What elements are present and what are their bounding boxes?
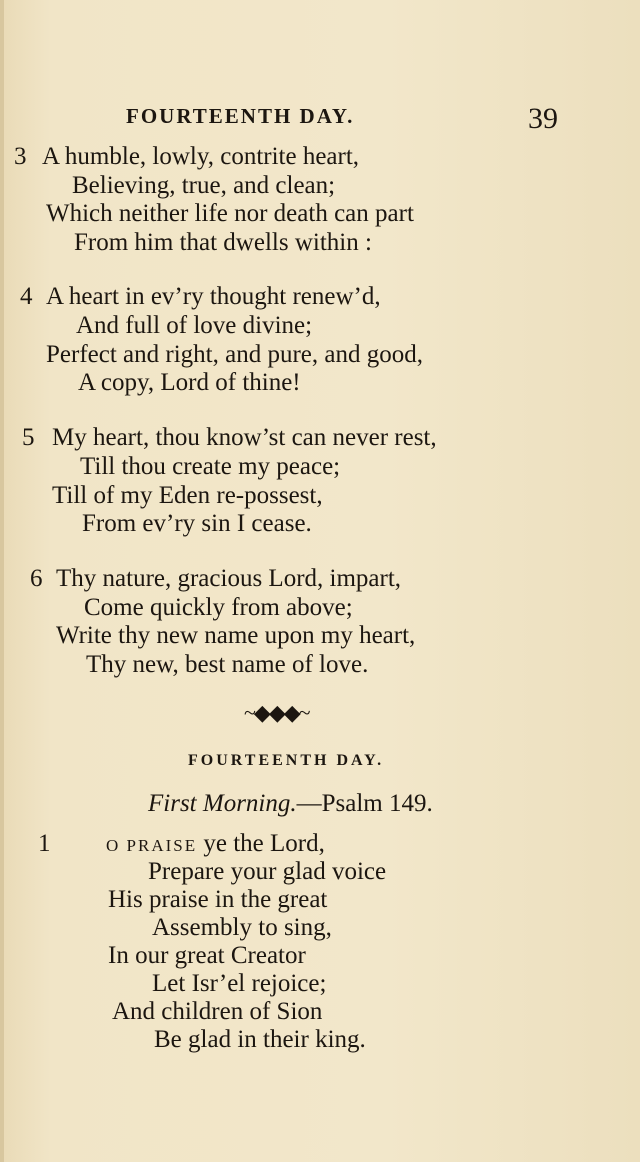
verse-line: Thy nature, gracious Lord, impart, — [56, 565, 402, 592]
stanza-number: 3 — [14, 143, 27, 170]
psalm-title-rest: —Psalm 149. — [296, 790, 433, 817]
verse-line: Let Isr’el rejoice; — [152, 970, 327, 997]
verse-line: Come quickly from above; — [84, 594, 353, 621]
verse-line: Which neither life nor death can part — [46, 200, 414, 227]
verse-line: Thy new, best name of love. — [86, 651, 369, 678]
first-line-rest: ye the Lord, — [197, 830, 325, 857]
verse-line: Believing, true, and clean; — [72, 172, 336, 199]
section-heading: FOURTEENTH DAY. — [188, 752, 385, 769]
psalm-title-italic: First Morning. — [148, 790, 297, 817]
verse-line: My heart, thou know’st can never rest, — [52, 424, 437, 451]
page-number: 39 — [528, 102, 558, 135]
stanza-number: 6 — [30, 565, 43, 592]
verse-line: A heart in ev’ry thought renew’d, — [46, 283, 381, 310]
verse-line: A copy, Lord of thine! — [78, 369, 301, 396]
verse-line: Assembly to sing, — [152, 914, 332, 941]
verse-line: From him that dwells within : — [74, 229, 372, 256]
psalm-title — [148, 790, 433, 818]
stanza-number: 4 — [20, 283, 33, 310]
verse-line: Be glad in their king. — [154, 1026, 366, 1053]
verse-line: His praise in the great — [108, 886, 328, 913]
verse-line: Prepare your glad voice — [148, 858, 387, 885]
verse-line: And children of Sion — [112, 998, 323, 1025]
verse-line: Till thou create my peace; — [80, 453, 341, 480]
verse-line: Write thy new name upon my heart, — [56, 622, 416, 649]
printer-ornament: ~◆◆◆~ — [244, 700, 309, 725]
verse-line: A humble, lowly, contrite heart, — [42, 143, 360, 170]
running-head: FOURTEENTH DAY. — [126, 104, 355, 128]
verse-number: 1 — [38, 830, 51, 857]
verse-line — [106, 830, 325, 858]
verse-line: Perfect and right, and pure, and good, — [46, 341, 423, 368]
verse-line: Till of my Eden re-possest, — [52, 482, 323, 509]
drop-word: O PRAISE — [106, 836, 198, 855]
verse-line: From ev’ry sin I cease. — [82, 510, 312, 537]
stanza-number: 5 — [22, 424, 35, 451]
page-gutter — [0, 0, 4, 1162]
verse-line: And full of love divine; — [76, 312, 313, 339]
verse-line: In our great Creator — [108, 942, 306, 969]
